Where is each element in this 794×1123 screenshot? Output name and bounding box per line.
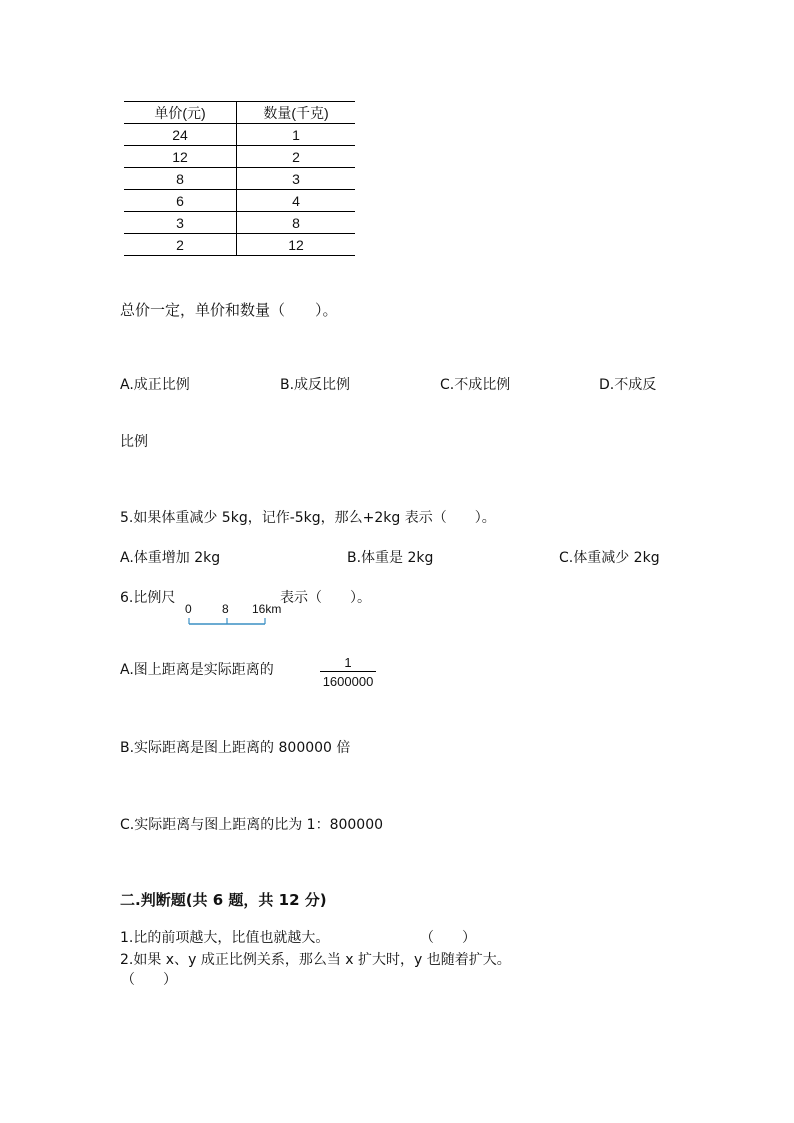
cell-unit-price: 2	[124, 234, 237, 256]
scale-label-16km: 16km	[252, 602, 282, 616]
q6-option-c: C.实际距离与图上距离的比为 1：800000	[120, 817, 384, 833]
q5-option-a: A.体重增加 2kg	[120, 550, 221, 566]
cell-unit-price: 8	[124, 168, 237, 190]
fraction-bar	[320, 671, 376, 672]
judge-item-1-blank: （ ）	[420, 930, 476, 946]
cell-quantity: 4	[237, 190, 356, 212]
fraction	[320, 655, 376, 689]
q6-stem-pre: 6.比例尺	[120, 590, 176, 606]
table-row	[124, 146, 355, 168]
fraction-denominator: 1600000	[322, 674, 374, 689]
scale-label-8: 8	[222, 602, 229, 616]
q4-option-b: B.成反比例	[280, 377, 351, 393]
q5-stem: 5.如果体重减少 5kg，记作-5kg，那么+2kg 表示（ ）。	[120, 510, 496, 526]
scale-bar-line	[185, 615, 269, 626]
table-row	[124, 234, 355, 256]
cell-quantity: 12	[237, 234, 356, 256]
q4-option-c: C.不成比例	[440, 377, 511, 393]
q5-option-c: C.体重减少 2kg	[559, 550, 660, 566]
q6-option-b: B.实际距离是图上距离的 800000 倍	[120, 740, 351, 756]
judge-item-1: 1.比的前项越大，比值也就越大。	[120, 930, 330, 946]
cell-quantity: 1	[237, 124, 356, 146]
q4-option-d-wrap: 比例	[120, 434, 148, 450]
cell-quantity: 3	[237, 168, 356, 190]
q6-stem-post: 表示（ ）。	[280, 590, 371, 606]
q4-stem: 总价一定，单价和数量（ ）。	[120, 301, 338, 319]
header-quantity: 数量(千克)	[237, 102, 356, 124]
q5-option-b: B.体重是 2kg	[347, 550, 434, 566]
fraction-numerator: 1	[344, 655, 352, 670]
q6-option-a: A.图上距离是实际距离的	[120, 662, 274, 678]
table-header-row	[124, 102, 355, 124]
q4-option-a: A.成正比例	[120, 377, 190, 393]
section-title: 二.判断题(共 6 题，共 12 分)	[120, 891, 327, 909]
q4-option-d: D.不成反	[599, 377, 657, 393]
cell-unit-price: 6	[124, 190, 237, 212]
cell-unit-price: 24	[124, 124, 237, 146]
table-row	[124, 212, 355, 234]
table-row	[124, 190, 355, 212]
cell-quantity: 2	[237, 146, 356, 168]
table-row	[124, 168, 355, 190]
table-row	[124, 124, 355, 146]
scale-bar	[185, 602, 285, 626]
cell-unit-price: 12	[124, 146, 237, 168]
judge-item-2-blank: （ ）	[121, 972, 177, 988]
cell-unit-price: 3	[124, 212, 237, 234]
header-unit-price: 单价(元)	[124, 102, 237, 124]
judge-item-2: 2.如果 x、y 成正比例关系，那么当 x 扩大时，y 也随着扩大。	[120, 952, 511, 968]
scale-label-0: 0	[185, 602, 192, 616]
price-quantity-table	[124, 101, 355, 256]
cell-quantity: 8	[237, 212, 356, 234]
